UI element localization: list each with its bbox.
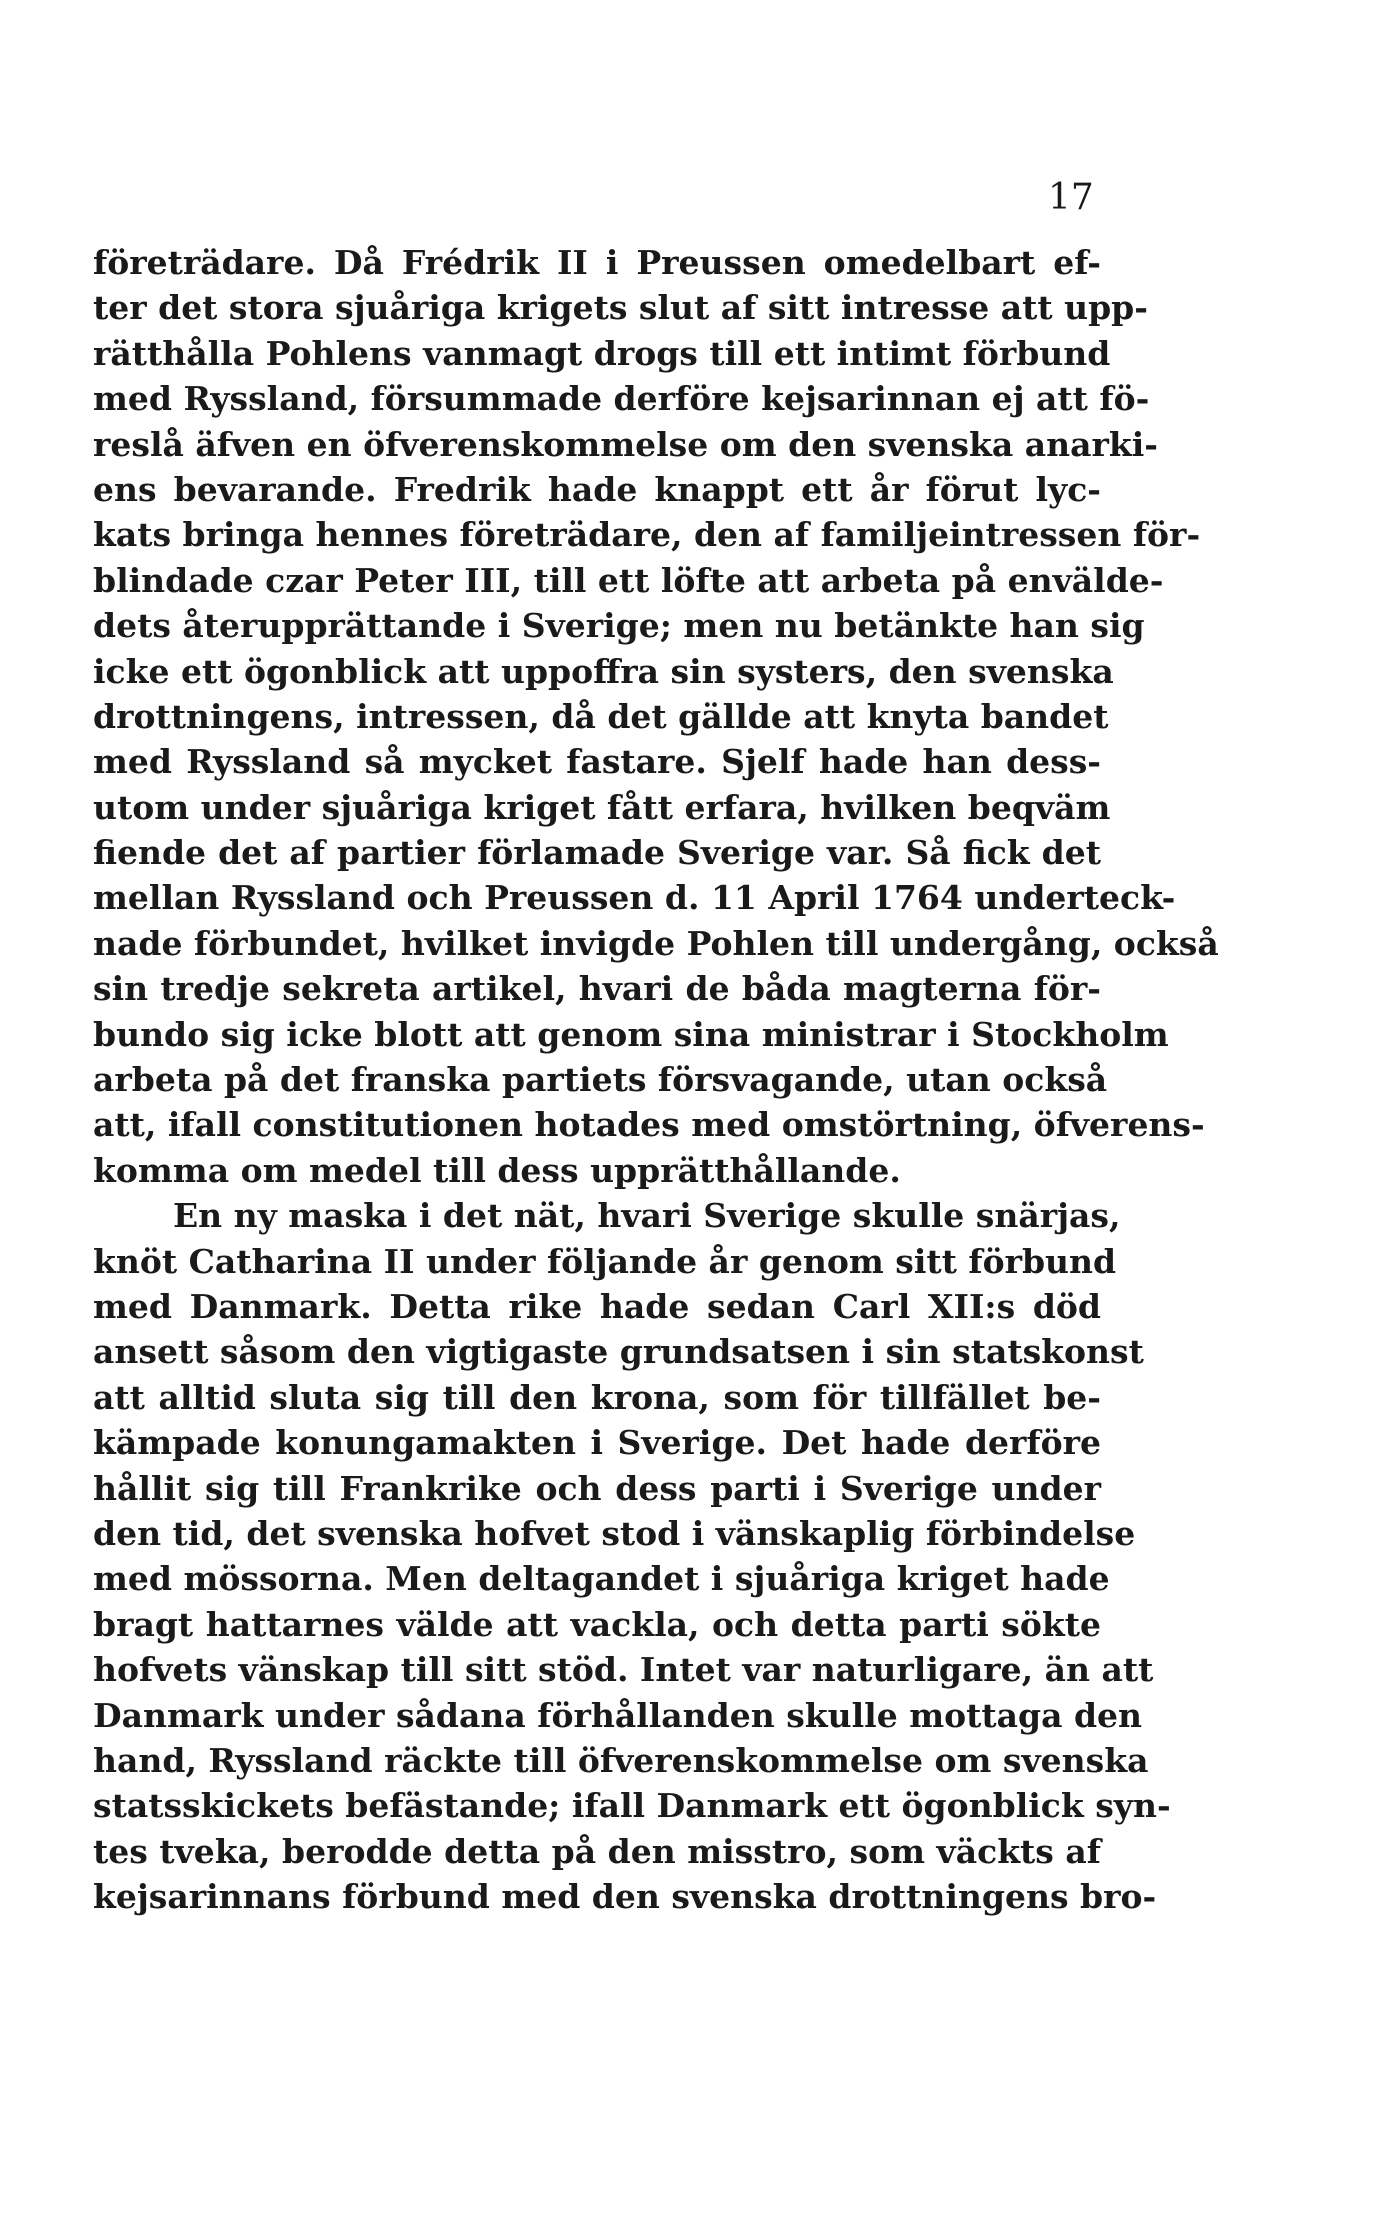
text-line: att, ifall constitutionen hotades med omstörtning, öfverens- xyxy=(93,1105,1205,1145)
text-line: hofvets vänskap till sitt stöd. Intet var naturligare, än att xyxy=(93,1650,1154,1690)
text-line: med Ryssland, försummade derföre kejsarinnan ej att fö- xyxy=(93,379,1150,419)
text-line: den tid, det svenska hofvet stod i vänskaplig förbindelse xyxy=(93,1513,1136,1553)
text-line: med Ryssland så mycket fastare. Sjelf hade han dess- xyxy=(93,742,1101,782)
text-line: ter det stora sjuåriga krigets slut af sitt intresse att upp- xyxy=(93,288,1148,328)
text-line: företrädare. Då Frédrik II i Preussen omedelbart ef- xyxy=(93,243,1101,282)
text-line: bragt hattarnes välde att vackla, och detta parti sökte xyxy=(93,1604,1101,1644)
text-line: knöt Catharina II under följande år genom sitt förbund xyxy=(93,1241,1117,1281)
text-line: med Danmark. Detta rike hade sedan Carl XII:s död xyxy=(93,1286,1101,1326)
text-line: att alltid sluta sig till den krona, som för tillfället be- xyxy=(93,1377,1101,1417)
text-line: drottningens, intressen, då det gällde att knyta bandet xyxy=(93,696,1109,736)
paragraph-end-line: komma om medel till dess upprätthållande. xyxy=(93,1150,901,1190)
text-line: med mössorna. Men deltagandet i sjuåriga kriget hade xyxy=(93,1559,1110,1599)
text-line: mellan Ryssland och Preussen d. 11 April 1764 underteck- xyxy=(93,878,1176,918)
text-line: rätthålla Pohlens vanmagt drogs till ett intimt förbund xyxy=(93,333,1111,373)
text-line: kats bringa hennes företrädare, den af familjeintressen för- xyxy=(93,515,1201,555)
text-line: kejsarinnans förbund med den svenska drottningens bro- xyxy=(93,1877,1157,1917)
paragraph-start-line: En ny maska i det nät, hvari Sverige skulle snärjas, xyxy=(173,1196,1121,1236)
text-line: utom under sjuåriga kriget fått erfara, hvilken beqväm xyxy=(93,787,1111,827)
text-line: icke ett ögonblick att uppoffra sin systers, den svenska xyxy=(93,651,1114,691)
text-line: hand, Ryssland räckte till öfverenskommelse om svenska xyxy=(93,1740,1149,1780)
text-line: blindade czar Peter III, till ett löfte att arbeta på envälde- xyxy=(93,560,1164,600)
text-line: Danmark under sådana förhållanden skulle mottaga den xyxy=(93,1695,1143,1735)
text-line: ansett såsom den vigtigaste grundsatsen i sin statskonst xyxy=(93,1332,1144,1372)
text-line: kämpade konungamakten i Sverige. Det hade derföre xyxy=(93,1423,1101,1463)
body-text xyxy=(93,240,1219,1919)
text-line: dets återupprättande i Sverige; men nu betänkte han sig xyxy=(93,606,1145,646)
text-line: hållit sig till Frankrike och dess parti i Sverige under xyxy=(93,1468,1101,1508)
page-number: 17 xyxy=(1048,177,1094,218)
text-line: sin tredje sekreta artikel, hvari de båda magterna för- xyxy=(93,969,1101,1009)
text-line: reslå äfven en öfverenskommelse om den svenska anarki- xyxy=(93,424,1158,464)
text-line: nade förbundet, hvilket invigde Pohlen till undergång, också xyxy=(93,923,1219,963)
text-line: statsskickets befästande; ifall Danmark ett ögonblick syn- xyxy=(93,1786,1171,1826)
text-line: bundo sig icke blott att genom sina ministrar i Stockholm xyxy=(93,1014,1169,1054)
text-line: fiende det af partier förlamade Sverige var. Så fick det xyxy=(93,833,1101,873)
text-line: tes tveka, berodde detta på den misstro, som väckts af xyxy=(93,1831,1101,1871)
text-line: ens bevarande. Fredrik hade knappt ett år förut lyc- xyxy=(93,469,1101,509)
text-line: arbeta på det franska partiets försvagande, utan också xyxy=(93,1060,1108,1100)
